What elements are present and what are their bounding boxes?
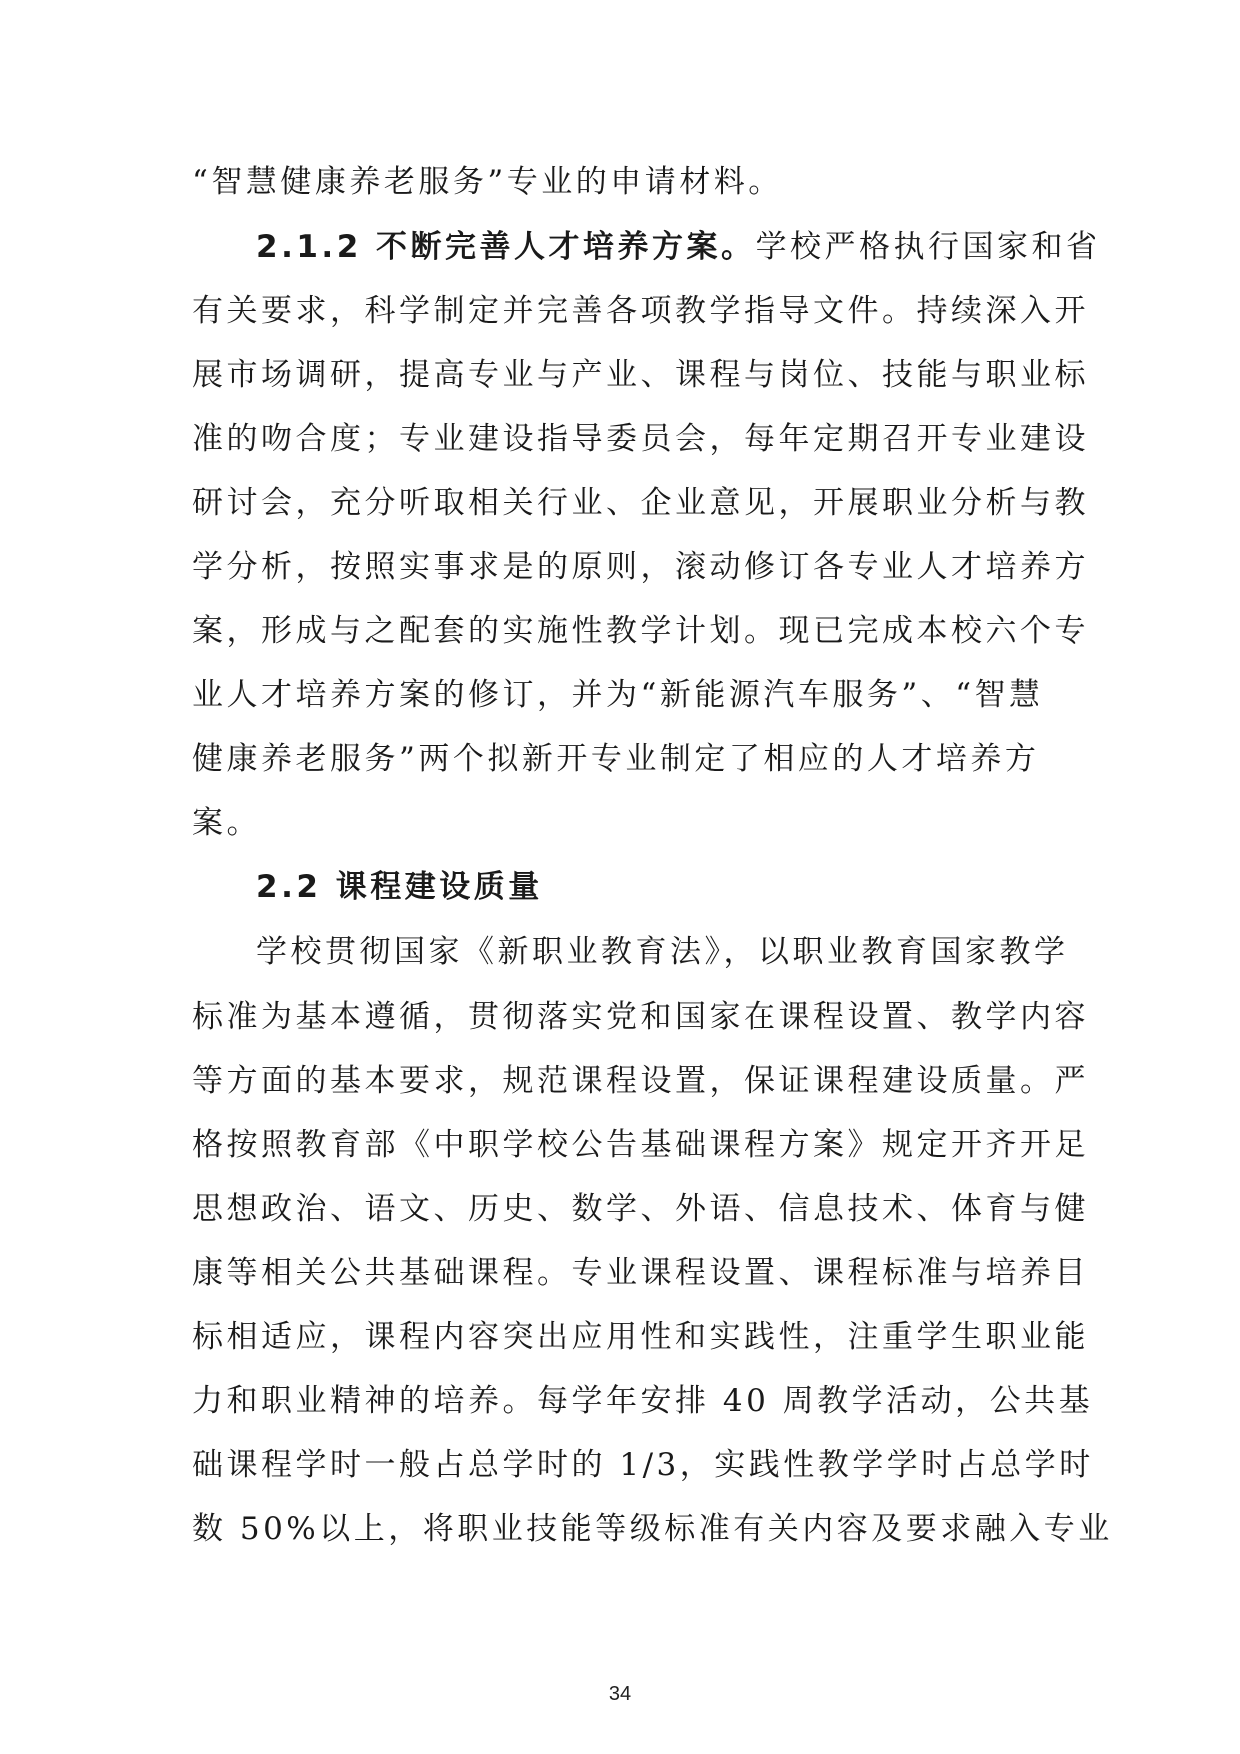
text-line: 有关要求，科学制定并完善各项教学指导文件。持续深入开 [192,293,1089,329]
text-line: 准的吻合度；专业建设指导委员会，每年定期召开专业建设 [192,421,1089,457]
text-line: 学校贯彻国家《新职业教育法》，以职业教育国家教学 [256,934,1069,970]
text-line: “智慧健康养老服务”专业的申请材料。 [192,164,783,200]
text-line: 学分析，按照实事求是的原则，滚动修订各专业人才培养方 [192,549,1089,585]
subsection-heading: 2.1.2 不断完善人才培养方案。 [256,229,756,265]
text-line: 标相适应，课程内容突出应用性和实践性，注重学生职业能 [192,1319,1089,1355]
text-line: 案。 [192,805,261,841]
text-line: 思想政治、语文、历史、数学、外语、信息技术、体育与健 [192,1191,1089,1227]
text-line: 健康养老服务”两个拟新开专业制定了相应的人才培养方 [192,741,1040,777]
text-line: 案，形成与之配套的实施性教学计划。现已完成本校六个专 [192,613,1089,649]
section-heading: 2.2 课程建设质量 [256,869,543,905]
text-line: 力和职业精神的培养。每学年安排 40 周教学活动，公共基 [192,1383,1094,1419]
text-line: 格按照教育部《中职学校公告基础课程方案》规定开齐开足 [192,1127,1089,1163]
paragraph-heading-line: 2.1.2 不断完善人才培养方案。学校严格执行国家和省 [256,229,1101,265]
text-line: 康等相关公共基础课程。专业课程设置、课程标准与培养目 [192,1255,1089,1291]
text-line: 研讨会，充分听取相关行业、企业意见，开展职业分析与教 [192,485,1089,521]
text-line: 业人才培养方案的修订，并为“新能源汽车服务”、“智慧 [192,677,1044,713]
text-line: 数 50%以上，将职业技能等级标准有关内容及要求融入专业 [192,1511,1113,1547]
page-number: 34 [608,1683,632,1705]
text-line: 等方面的基本要求，规范课程设置，保证课程建设质量。严 [192,1063,1089,1099]
text-line: 展市场调研，提高专业与产业、课程与岗位、技能与职业标 [192,357,1089,393]
text-line: 标准为基本遵循，贯彻落实党和国家在课程设置、教学内容 [192,999,1089,1035]
text-line: 础课程学时一般占总学时的 1/3，实践性教学学时占总学时 [192,1447,1094,1483]
